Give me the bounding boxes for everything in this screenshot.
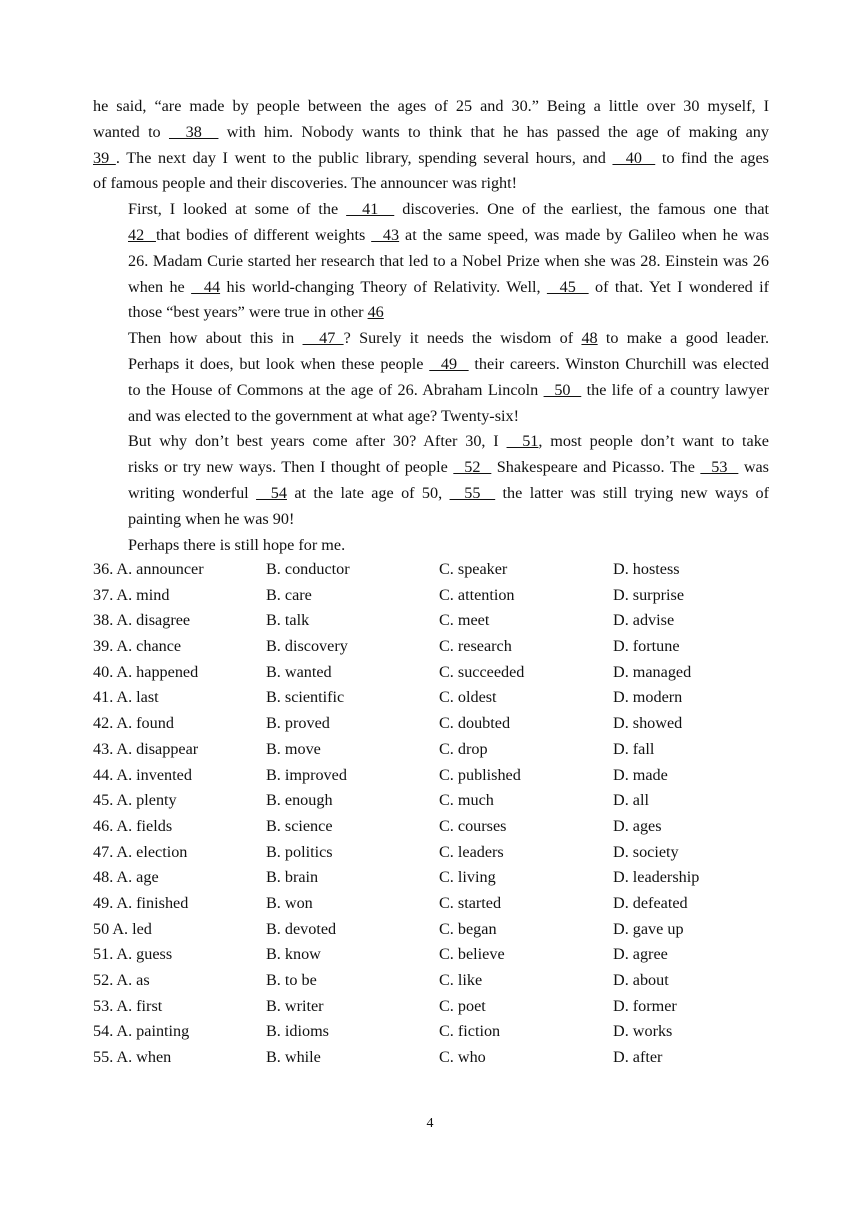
answer-blank: 39 — [93, 148, 116, 167]
option-choice-b: B. talk — [266, 611, 310, 630]
passage-text: , most people don’t want to take — [538, 432, 769, 451]
option-row — [93, 968, 769, 994]
passage-line — [93, 275, 769, 301]
passage-text: was — [738, 458, 769, 477]
option-choice-d: D. advise — [613, 611, 675, 630]
passage-line — [93, 94, 769, 120]
passage-text: the life of a country lawyer — [581, 380, 770, 399]
option-row — [93, 840, 769, 866]
option-choice-d: D. defeated — [613, 893, 688, 912]
option-choice-c: C. believe — [439, 945, 505, 964]
passage-text: discoveries. One of the earliest, the famous one that — [394, 200, 770, 219]
option-choice-c: C. research — [439, 637, 512, 656]
option-choice-d: D. gave up — [613, 919, 684, 938]
option-row — [93, 1045, 769, 1071]
option-choice-d: D. made — [613, 765, 668, 784]
answer-blank: 53 — [700, 458, 739, 477]
answer-blank: 41 — [346, 200, 395, 219]
passage-line — [93, 404, 769, 430]
option-choice-c: C. courses — [439, 816, 507, 835]
option-choice-c: C. succeeded — [439, 662, 525, 681]
answer-blank: 49 — [429, 354, 469, 373]
option-row — [93, 788, 769, 814]
passage-text: and was elected to the government at what age? Twenty-six! — [128, 406, 519, 425]
option-row — [93, 1019, 769, 1045]
option-choice-b: B. devoted — [266, 919, 337, 938]
option-choice-a: 52. A. as — [93, 971, 150, 989]
option-choice-d: D. fall — [613, 739, 655, 758]
option-choice-a: 50 A. led — [93, 919, 152, 938]
option-choice-b: B. idioms — [266, 1022, 329, 1041]
passage-line — [93, 171, 769, 197]
option-choice-c: C. speaker — [439, 560, 508, 578]
option-choice-a: 47. A. election — [93, 842, 188, 861]
option-choice-b: B. science — [266, 816, 333, 835]
option-choice-d: D. hostess — [613, 560, 680, 578]
passage-text: wanted to — [93, 122, 169, 141]
answer-blank: 55 — [449, 483, 496, 502]
option-row — [93, 865, 769, 891]
passage-text: at the same speed, was made by Galileo when he was — [399, 225, 770, 244]
option-row — [93, 711, 769, 737]
passage-text: with him. Nobody wants to think that he has passed the age of making any — [218, 122, 769, 141]
passage-line — [93, 300, 769, 326]
option-choice-a: 42. A. found — [93, 714, 174, 733]
option-choice-b: B. while — [266, 1048, 321, 1067]
option-choice-b: B. wanted — [266, 662, 332, 681]
option-choice-c: C. started — [439, 893, 502, 912]
option-choice-d: D. surprise — [613, 585, 685, 604]
option-row — [93, 634, 769, 660]
passage-line — [93, 429, 769, 455]
option-choice-c: C. much — [439, 791, 494, 810]
option-row — [93, 917, 769, 943]
option-choice-a: 45. A. plenty — [93, 791, 177, 810]
option-choice-a: 43. A. disappear — [93, 739, 199, 758]
option-choice-c: C. oldest — [439, 688, 497, 707]
option-row — [93, 763, 769, 789]
option-choice-a: 39. A. chance — [93, 637, 182, 656]
option-choice-d: D. all — [613, 791, 649, 810]
option-choice-a: 36. A. announcer — [93, 560, 204, 578]
passage-text: he said, “are made by people between the ages of 25 and 30.” Being a little over 30 myself, I — [93, 97, 769, 115]
answer-blank: 44 — [191, 277, 221, 296]
passage-text: to make a good leader. — [597, 329, 769, 348]
passage-line — [93, 481, 769, 507]
answer-blank: 38 — [168, 122, 219, 141]
paragraph-5: Perhaps there is still hope for me. — [128, 535, 346, 554]
answer-options — [93, 557, 769, 1071]
option-choice-a: 51. A. guess — [93, 945, 173, 964]
paragraph-2 — [93, 197, 769, 326]
option-choice-b: B. move — [266, 739, 321, 758]
option-choice-d: D. about — [613, 971, 669, 989]
passage-text: Perhaps it does, but look when these people — [128, 354, 430, 373]
option-choice-d: D. agree — [613, 945, 668, 964]
option-row — [93, 942, 769, 968]
passage-line — [93, 120, 769, 146]
passage-text: 26. Madam Curie started her research that led to a Nobel Prize when she was 28. Einstein was 26 — [128, 251, 769, 270]
option-choice-b: B. writer — [266, 996, 324, 1015]
passage-text: his world-changing Theory of Relativity. Well, — [220, 277, 547, 296]
option-row — [93, 685, 769, 711]
answer-blank: 50 — [543, 380, 582, 399]
option-choice-c: C. meet — [439, 611, 490, 630]
passage-line — [93, 378, 769, 404]
paragraph-1 — [93, 94, 769, 197]
option-choice-b: B. politics — [266, 842, 333, 861]
answer-blank: 43 — [371, 225, 400, 244]
option-row — [93, 891, 769, 917]
option-choice-b: B. improved — [266, 765, 347, 784]
answer-blank: 54 — [256, 483, 287, 502]
passage-line — [93, 326, 769, 352]
option-row — [93, 994, 769, 1020]
answer-blank: 46 — [367, 303, 384, 322]
option-choice-d: D. showed — [613, 714, 683, 733]
option-choice-b: B. won — [266, 893, 313, 912]
passage-line — [93, 146, 769, 172]
passage-text: Then how about this in — [128, 329, 303, 348]
passage-text: of that. Yet I wondered if — [588, 277, 770, 296]
passage-text: to find the ages — [655, 148, 769, 167]
passage-line — [93, 249, 769, 275]
option-choice-d: D. fortune — [613, 637, 680, 656]
answer-blank: 48 — [581, 329, 598, 348]
passage-text: writing wonderful — [128, 483, 257, 502]
option-choice-a: 37. A. mind — [93, 585, 170, 604]
option-choice-a: 49. A. finished — [93, 893, 189, 912]
paragraph-4 — [93, 429, 769, 532]
passage-line — [93, 352, 769, 378]
option-row — [93, 583, 769, 609]
passage-text: when he — [128, 277, 192, 296]
option-choice-b: B. to be — [266, 971, 317, 989]
passage-text: their careers. Winston Churchill was elected — [468, 354, 770, 373]
option-choice-a: 54. A. painting — [93, 1022, 190, 1041]
option-choice-c: C. began — [439, 919, 497, 938]
answer-blank: 42 — [128, 225, 156, 244]
option-choice-b: B. care — [266, 585, 312, 604]
passage-text: at the late age of 50, — [286, 483, 450, 502]
option-choice-b: B. discovery — [266, 637, 348, 656]
option-choice-a: 48. A. age — [93, 868, 159, 887]
option-choice-c: C. leaders — [439, 842, 504, 861]
passage-text: painting when he was 90! — [128, 509, 295, 528]
option-choice-b: B. know — [266, 945, 321, 964]
passage-text: ? Surely it needs the wisdom of — [343, 329, 582, 348]
option-choice-b: B. scientific — [266, 688, 345, 707]
option-row — [93, 608, 769, 634]
passage-text: risks or try new ways. Then I thought of people — [128, 458, 454, 477]
option-choice-a: 46. A. fields — [93, 816, 173, 835]
option-choice-a: 44. A. invented — [93, 765, 192, 784]
passage-text: But why don’t best years come after 30? After 30, I — [128, 432, 507, 451]
option-choice-b: B. enough — [266, 791, 333, 810]
passage-text: Shakespeare and Picasso. The — [491, 458, 701, 477]
passage-text: First, I looked at some of the — [128, 200, 347, 219]
option-row — [93, 557, 769, 583]
answer-blank: 45 — [546, 277, 589, 296]
passage-text: to the House of Commons at the age of 26. Abraham Lincoln — [128, 380, 544, 399]
option-choice-c: C. living — [439, 868, 496, 887]
option-choice-c: C. like — [439, 971, 483, 989]
option-choice-c: C. fiction — [439, 1022, 501, 1041]
option-choice-c: C. drop — [439, 739, 488, 758]
answer-blank: 52 — [453, 458, 492, 477]
passage-text: that bodies of different weights — [155, 225, 372, 244]
passage-line — [93, 455, 769, 481]
option-choice-a: 55. A. when — [93, 1048, 172, 1067]
page-number: 4 — [426, 1116, 434, 1131]
option-choice-a: 38. A. disagree — [93, 611, 191, 630]
option-row — [93, 660, 769, 686]
option-choice-c: C. who — [439, 1048, 486, 1067]
paragraph-3 — [93, 326, 769, 429]
passage-line — [93, 223, 769, 249]
option-choice-b: B. brain — [266, 868, 319, 887]
option-choice-d: D. after — [613, 1048, 663, 1067]
passage-line — [93, 507, 769, 533]
option-choice-b: B. proved — [266, 714, 330, 733]
option-choice-d: D. modern — [613, 688, 683, 707]
answer-blank: 51 — [506, 432, 539, 451]
option-row — [93, 814, 769, 840]
option-choice-d: D. works — [613, 1022, 673, 1041]
option-choice-a: 41. A. last — [93, 688, 159, 707]
option-choice-d: D. managed — [613, 662, 692, 681]
option-choice-b: B. conductor — [266, 560, 350, 578]
passage-text: the latter was still trying new ways of — [495, 483, 769, 502]
option-choice-c: C. attention — [439, 585, 515, 604]
option-choice-d: D. leadership — [613, 868, 700, 887]
option-choice-c: C. published — [439, 765, 521, 784]
option-choice-d: D. society — [613, 842, 679, 861]
passage-text: those “best years” were true in other — [128, 303, 368, 322]
option-choice-a: 53. A. first — [93, 996, 163, 1015]
option-choice-c: C. doubted — [439, 714, 511, 733]
option-choice-d: D. ages — [613, 816, 662, 835]
passage-line — [93, 197, 769, 223]
option-choice-c: C. poet — [439, 996, 486, 1015]
passage-text: of famous people and their discoveries. The announcer was right! — [93, 174, 518, 193]
option-row — [93, 737, 769, 763]
answer-blank: 40 — [612, 148, 656, 167]
cloze-passage — [93, 94, 769, 558]
option-choice-a: 40. A. happened — [93, 662, 199, 681]
passage-text: . The next day I went to the public library, spending several hours, and — [115, 148, 613, 167]
answer-blank: 47 — [302, 329, 344, 348]
option-choice-d: D. former — [613, 996, 677, 1015]
